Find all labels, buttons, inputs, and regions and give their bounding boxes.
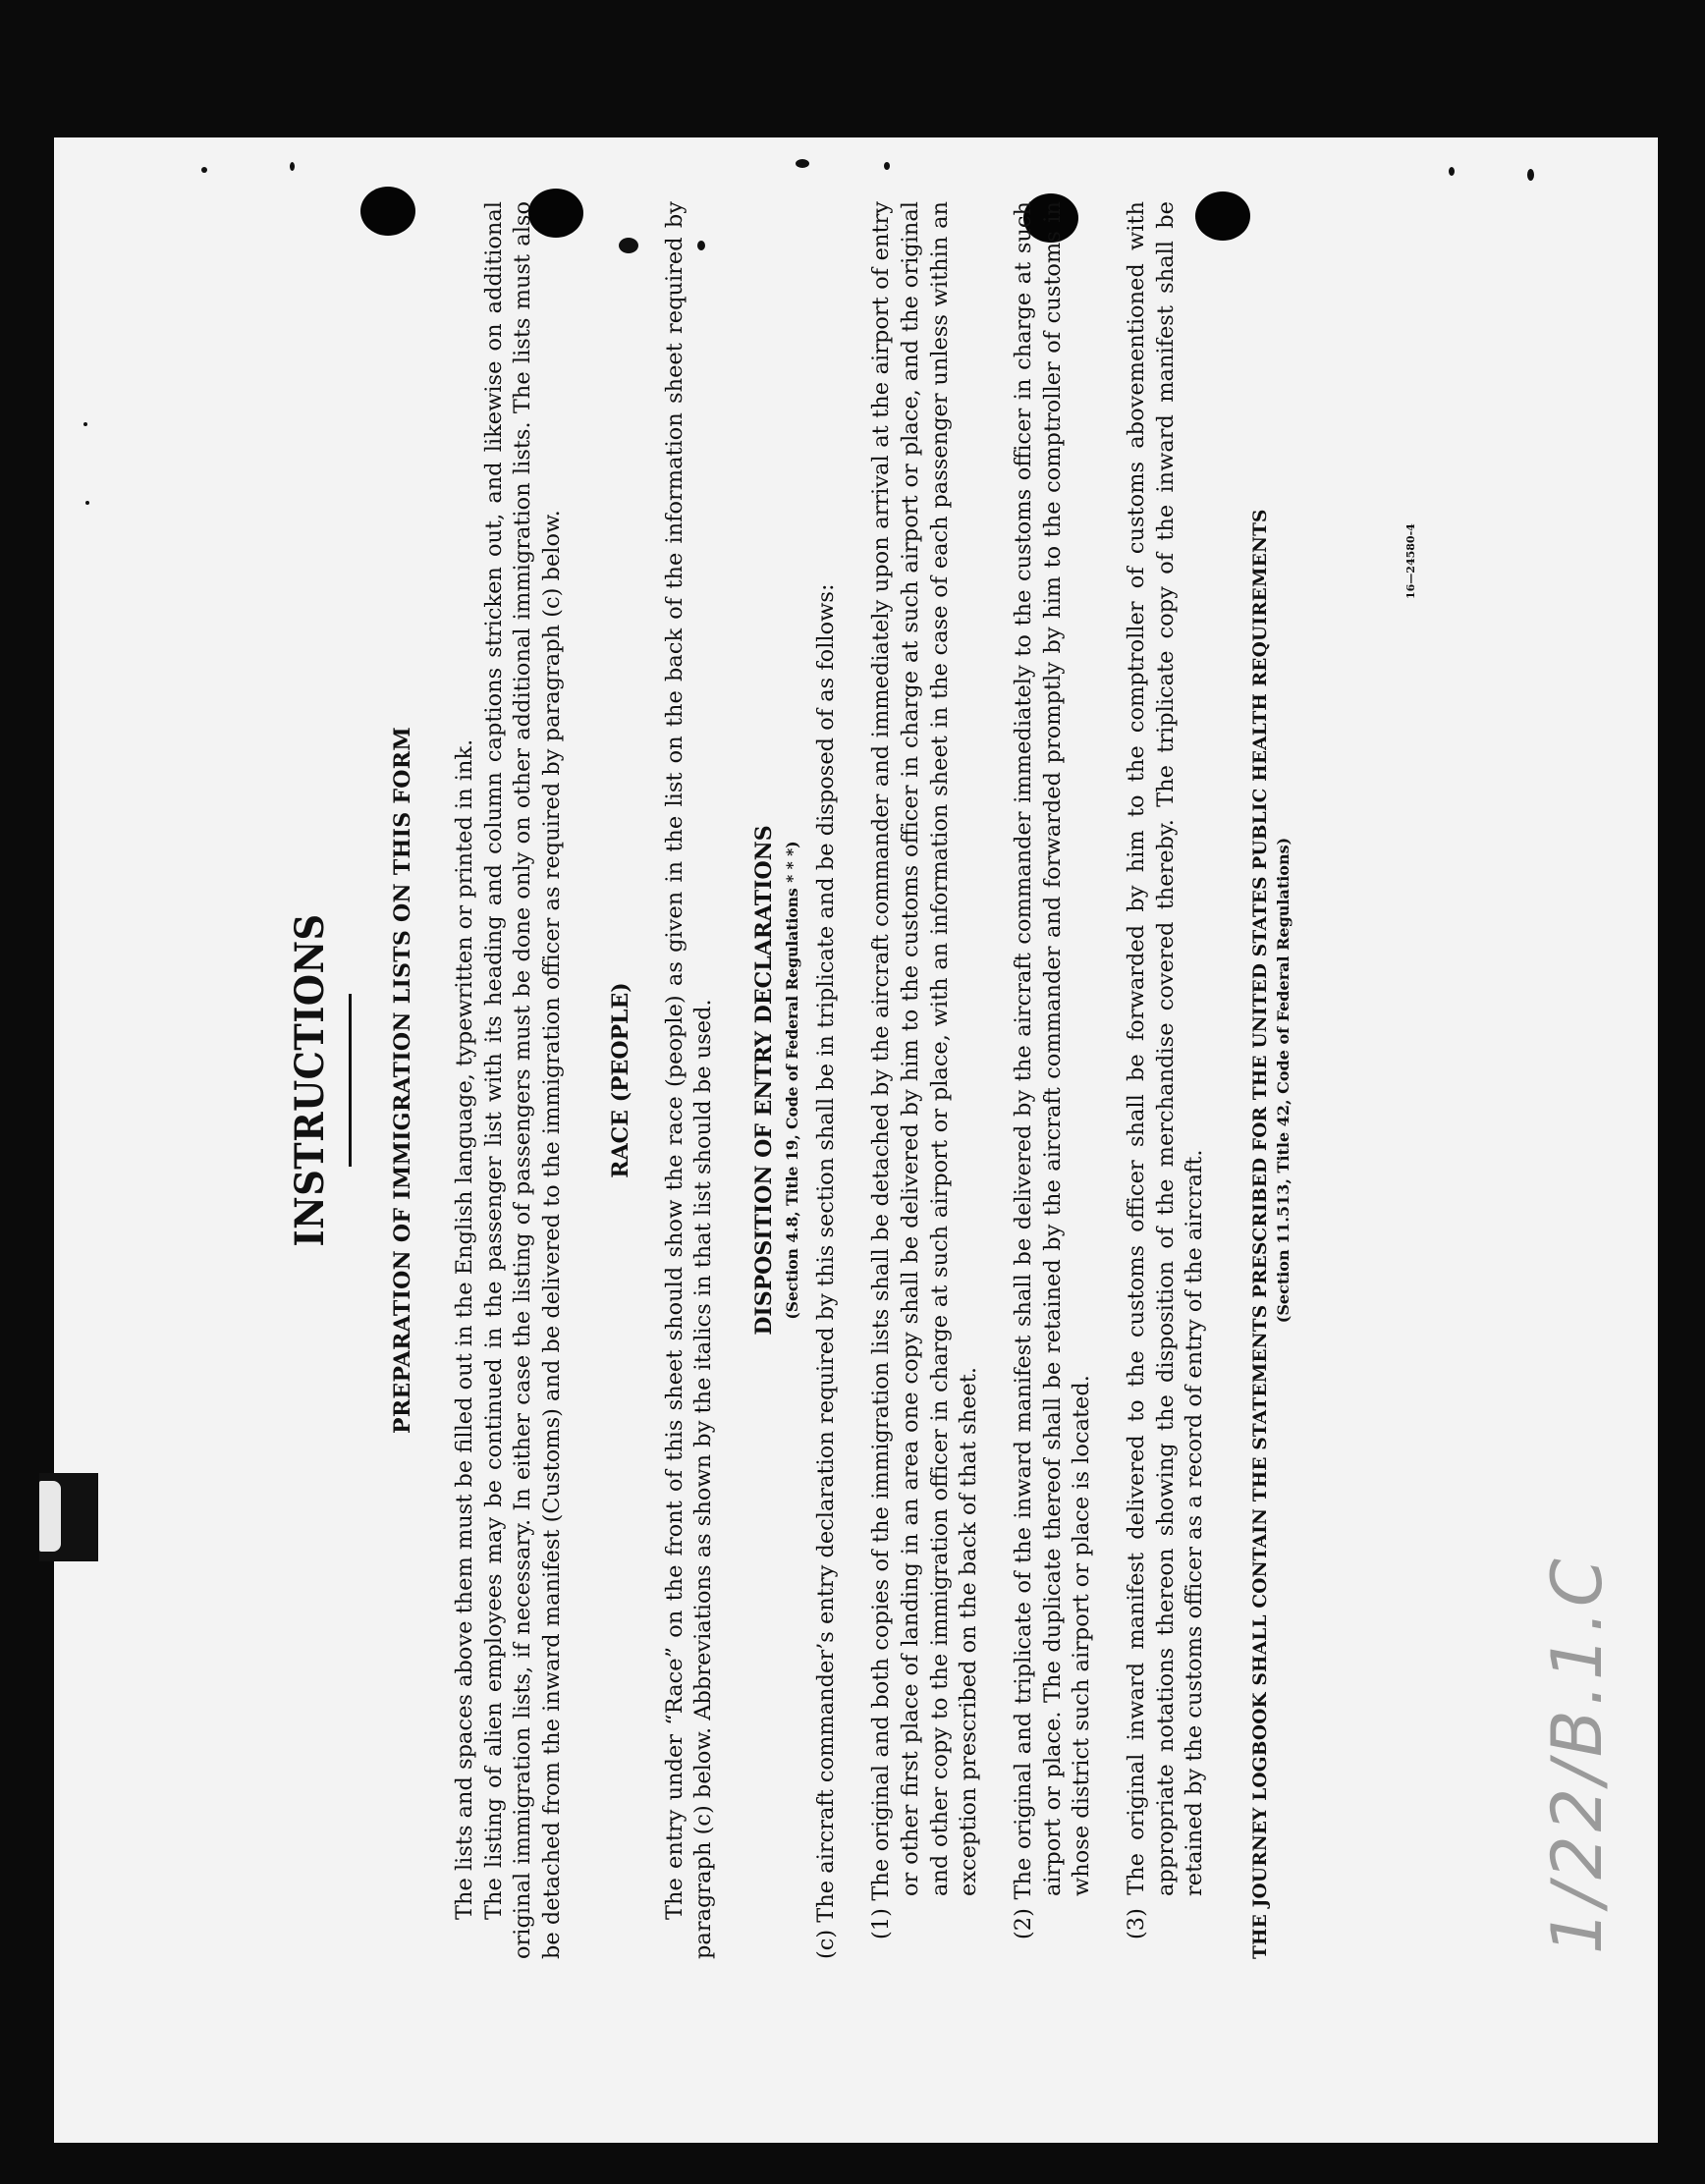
speck [83,422,87,426]
paragraph-c: (c) The aircraft commander’s entry declaration required by this section shall be in triplicate and be disposed of as follows: [813,583,840,1959]
numbered-item: (2) The original and triplicate of the inward manifest shall be delivered by the aircraft commander immediately to the customs officer in charge at such airport or place. The duplicate thereof shall be retained by the aircraft commander and forwarded promptly by him to the comptroller of customs in whose district such airport or place is located. [1010,201,1095,1939]
regulation-citation: (Section 4.8, Title 19, Code of Federal Regulations * * *) [783,841,802,1320]
speck [1527,169,1534,181]
numbered-item: (1) The original and both copies of the immigration lists shall be detached by the aircraft commander and immediately upon arrival at the airport of entry or other first place of landing in an area one copy shall be delivered by him to the customs officer in charge at such airport or place, and the original and other copy to the immigration officer in charge at such airport or place, with an information sheet in the case of each passenger unless within an exception prescribed on the back of that sheet. [868,201,982,1939]
logbook-statement: THE JOURNEY LOGBOOK SHALL CONTAIN THE STATEMENTS PRESCRIBED FOR THE UNITED STATES PUBLIC HEALTH REQUIREMENTS [1250,509,1272,1959]
section-heading-race: RACE (PEOPLE) [607,982,633,1178]
handwritten-note: 1/22/B.1.C [1537,1555,1618,1954]
speck [201,167,207,173]
numbered-item: (3) The original inward manifest delivered to the customs officer shall be forwarded by him to the comptroller of customs abovementioned with appropriate notations thereon showing the disposition of the merchandise covered thereby. The triplicate copy of the inward manifest shall be retained by the customs officer as a record of entry of the aircraft. [1123,201,1208,1939]
speck [796,159,809,168]
paragraph: The listing of alien employees may be continued in the passenger list with its heading and column captions stricken out, and likewise on additional original immigration lists, if necessary. In either case the listing of passengers must be done only on other additional immigration lists. The lists must also be detached from the inward manifest (Customs) and be delivered to the immigration officer as required by paragraph (c) below. [480,201,565,1959]
section-heading-disposition: DISPOSITION OF ENTRY DECLARATIONS [750,825,777,1336]
footer-citation: (Section 11.513, Title 42, Code of Federal Regulations) [1274,837,1293,1324]
title-rule [349,994,352,1167]
instructions-text [285,201,1454,1959]
form-number: 16—24580-4 [1404,523,1417,599]
paragraph: The entry under “Race” on the front of this sheet should show the race (people) as given in the list on the back of the information sheet required by paragraph (c) below. Abbreviations as shown by the italics in that list should be used. [661,201,717,1959]
binder-clip-mark [39,1473,98,1561]
paragraph: The lists and spaces above them must be filled out in the English language, typewritten or printed in ink. [451,738,477,1920]
page-title: INSTRUCTIONS [287,913,333,1247]
speck [85,501,89,505]
speck [1449,167,1455,176]
speck [290,162,295,171]
speck [884,162,890,170]
section-heading-preparation: PREPARATION OF IMMIGRATION LISTS ON THIS FORM [389,726,415,1435]
